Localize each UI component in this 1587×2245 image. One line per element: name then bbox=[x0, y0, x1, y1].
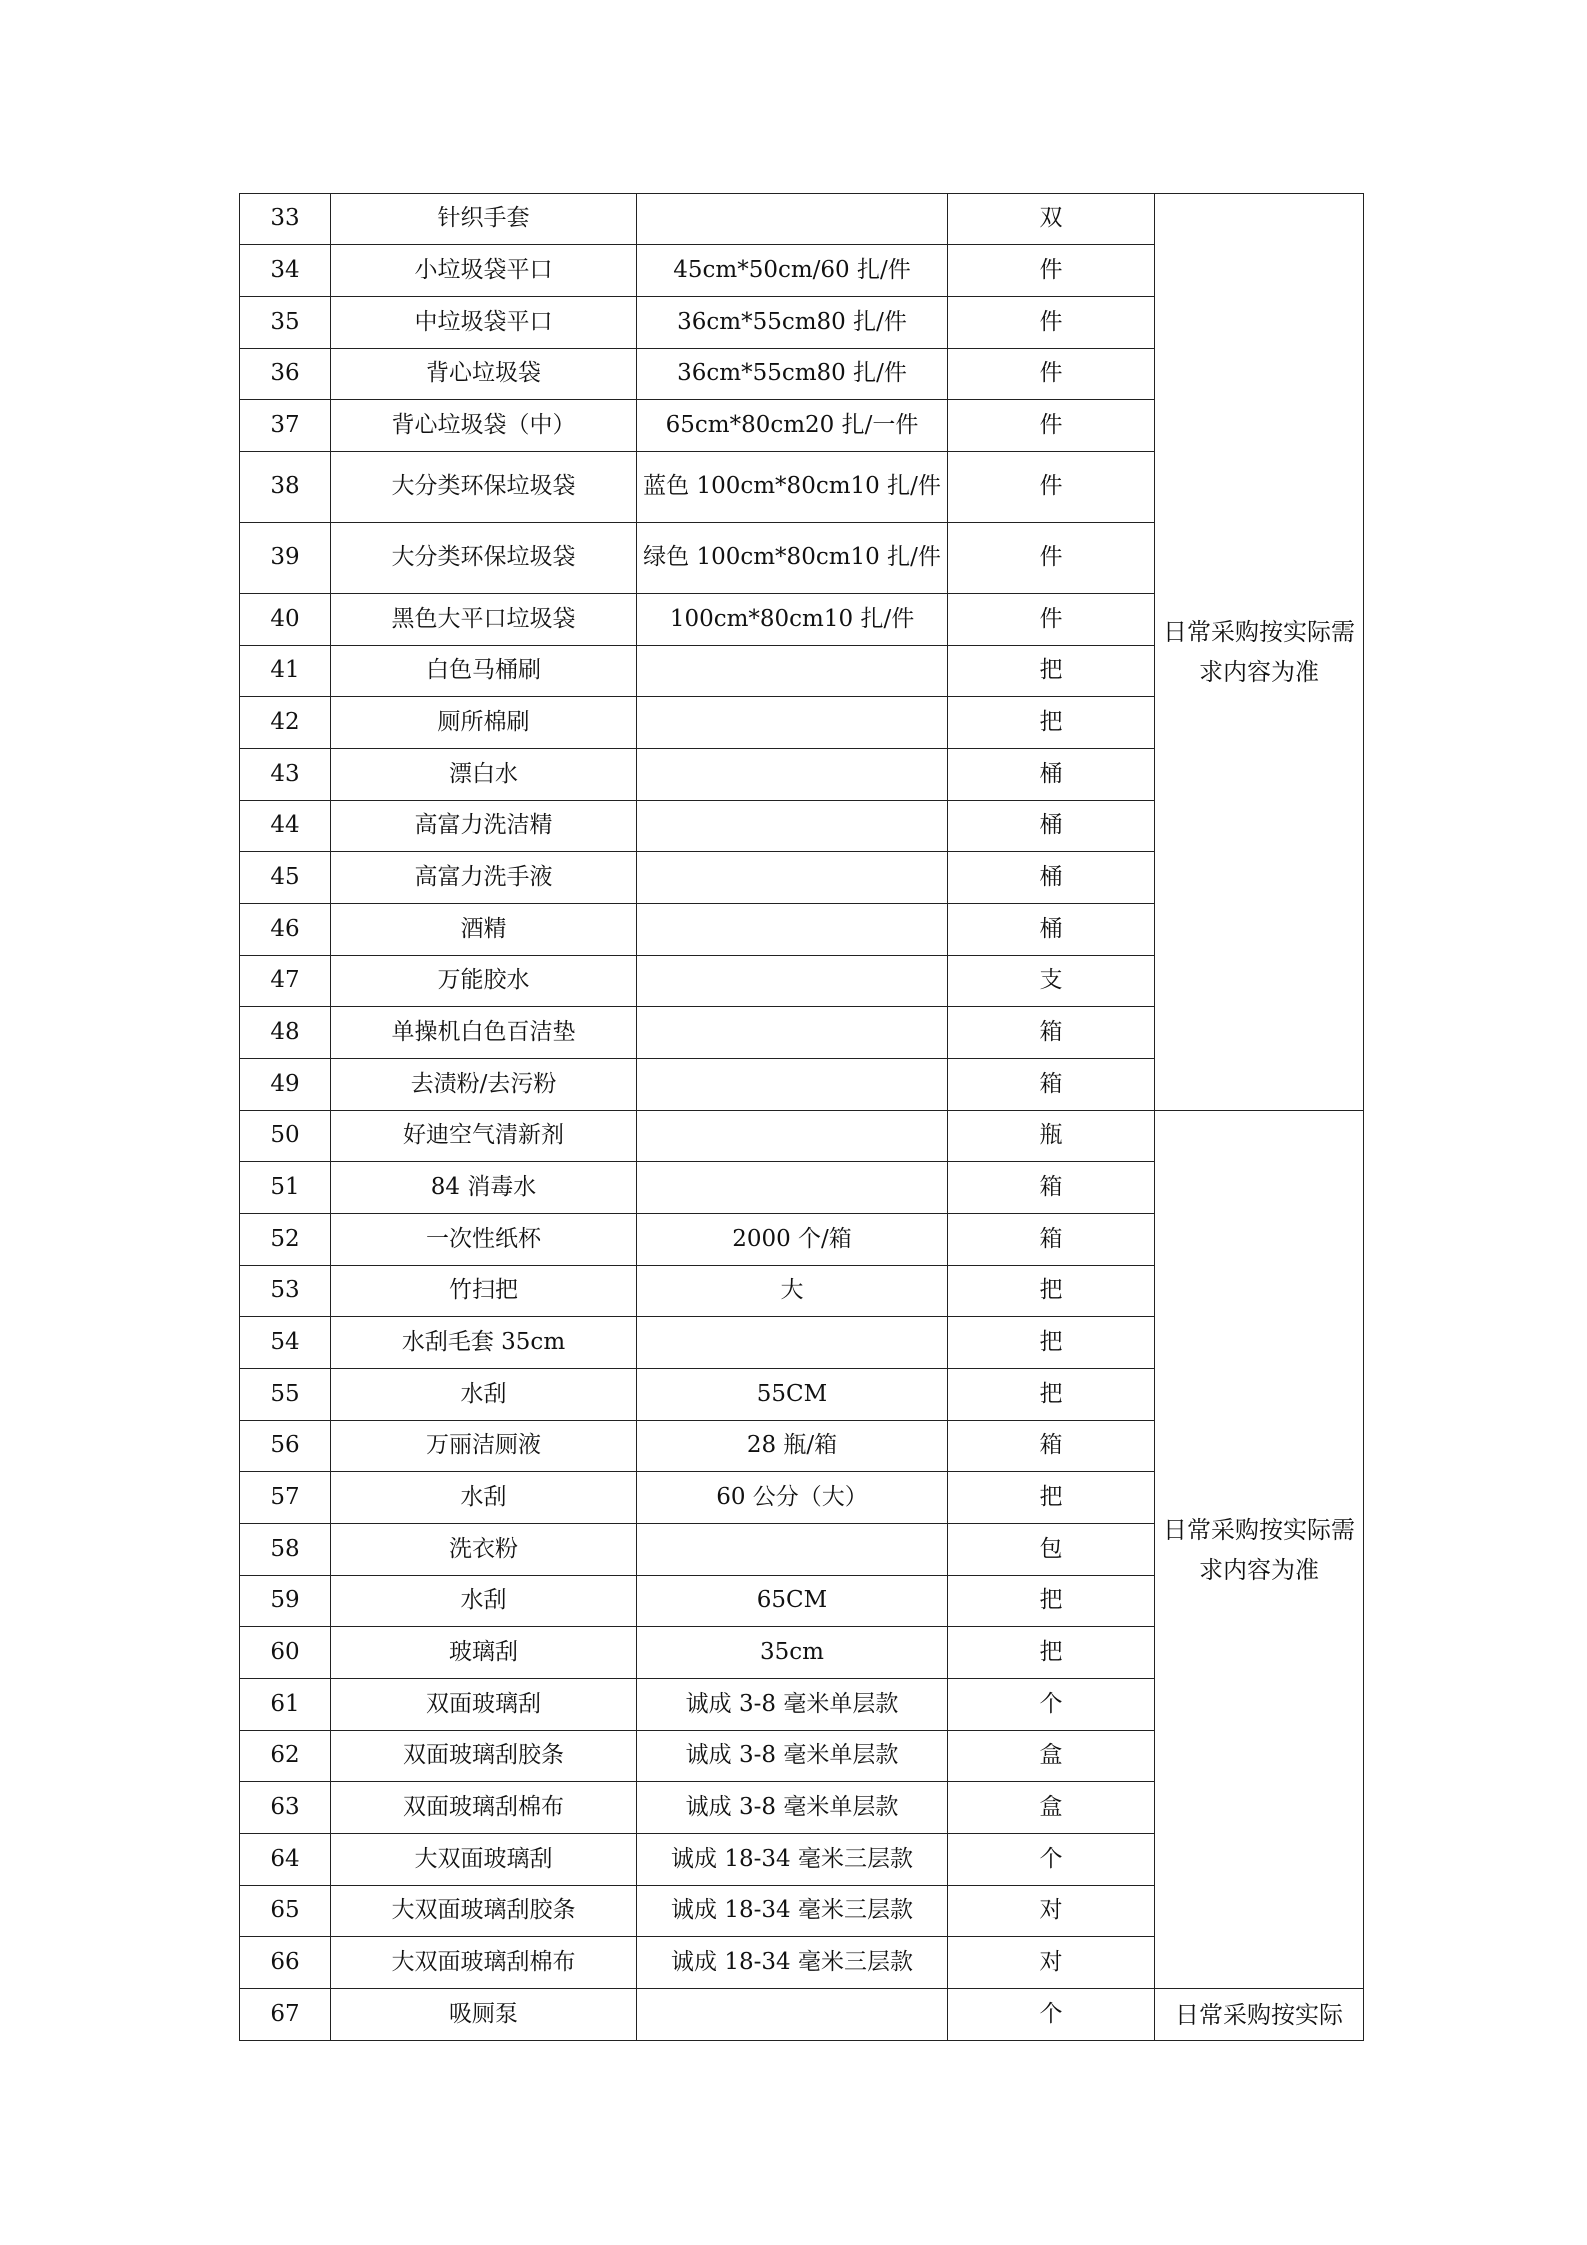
item-spec-cell bbox=[637, 749, 948, 801]
row-number-cell: 48 bbox=[240, 1007, 331, 1059]
row-number-cell: 38 bbox=[240, 452, 331, 523]
item-name-cell: 84 消毒水 bbox=[331, 1162, 637, 1214]
item-name-cell: 万能胶水 bbox=[331, 956, 637, 1007]
item-unit-cell: 支 bbox=[948, 956, 1155, 1007]
row-number-cell: 51 bbox=[240, 1162, 331, 1214]
item-spec-cell bbox=[637, 697, 948, 749]
row-number-cell: 67 bbox=[240, 1989, 331, 2041]
item-name-cell: 万丽洁厕液 bbox=[331, 1421, 637, 1472]
row-number-cell: 53 bbox=[240, 1266, 331, 1317]
item-unit-cell: 把 bbox=[948, 1472, 1155, 1524]
item-name-cell: 酒精 bbox=[331, 904, 637, 956]
row-number-cell: 36 bbox=[240, 349, 331, 400]
item-unit-cell: 个 bbox=[948, 1834, 1155, 1886]
row-number-cell: 66 bbox=[240, 1937, 331, 1989]
row-number-cell: 41 bbox=[240, 646, 331, 697]
row-number-cell: 34 bbox=[240, 245, 331, 297]
item-name-cell: 去渍粉/去污粉 bbox=[331, 1059, 637, 1111]
row-number-cell: 64 bbox=[240, 1834, 331, 1886]
item-spec-cell: 蓝色 100cm*80cm10 扎/件 bbox=[637, 452, 948, 523]
row-number-cell: 62 bbox=[240, 1731, 331, 1782]
item-name-cell: 吸厕泵 bbox=[331, 1989, 637, 2041]
item-unit-cell: 包 bbox=[948, 1524, 1155, 1576]
item-unit-cell: 箱 bbox=[948, 1421, 1155, 1472]
item-spec-cell: 36cm*55cm80 扎/件 bbox=[637, 349, 948, 400]
item-name-cell: 水刮 bbox=[331, 1576, 637, 1627]
item-unit-cell: 对 bbox=[948, 1886, 1155, 1937]
item-unit-cell: 盒 bbox=[948, 1731, 1155, 1782]
row-number-cell: 37 bbox=[240, 400, 331, 452]
item-name-cell: 针织手套 bbox=[331, 194, 637, 245]
item-spec-cell: 55CM bbox=[637, 1369, 948, 1421]
item-name-cell: 双面玻璃刮 bbox=[331, 1679, 637, 1731]
item-spec-cell bbox=[637, 1007, 948, 1059]
item-unit-cell: 盒 bbox=[948, 1782, 1155, 1834]
row-number-cell: 60 bbox=[240, 1627, 331, 1679]
table-row bbox=[240, 194, 1364, 245]
item-unit-cell: 件 bbox=[948, 452, 1155, 523]
item-spec-cell: 绿色 100cm*80cm10 扎/件 bbox=[637, 523, 948, 594]
item-name-cell: 好迪空气清新剂 bbox=[331, 1111, 637, 1162]
row-number-cell: 49 bbox=[240, 1059, 331, 1111]
item-name-cell: 大分类环保垃圾袋 bbox=[331, 452, 637, 523]
item-name-cell: 漂白水 bbox=[331, 749, 637, 801]
row-number-cell: 47 bbox=[240, 956, 331, 1007]
row-number-cell: 39 bbox=[240, 523, 331, 594]
item-spec-cell bbox=[637, 1317, 948, 1369]
row-number-cell: 44 bbox=[240, 801, 331, 852]
row-number-cell: 54 bbox=[240, 1317, 331, 1369]
row-number-cell: 40 bbox=[240, 594, 331, 646]
table-row bbox=[240, 1111, 1364, 1162]
item-name-cell: 大双面玻璃刮棉布 bbox=[331, 1937, 637, 1989]
row-number-cell: 52 bbox=[240, 1214, 331, 1266]
row-number-cell: 55 bbox=[240, 1369, 331, 1421]
row-number-cell: 50 bbox=[240, 1111, 331, 1162]
item-spec-cell: 诚成 18-34 毫米三层款 bbox=[637, 1834, 948, 1886]
row-number-cell: 33 bbox=[240, 194, 331, 245]
row-number-cell: 61 bbox=[240, 1679, 331, 1731]
item-name-cell: 高富力洗手液 bbox=[331, 852, 637, 904]
item-spec-cell bbox=[637, 1111, 948, 1162]
item-unit-cell: 件 bbox=[948, 297, 1155, 349]
item-name-cell: 大分类环保垃圾袋 bbox=[331, 523, 637, 594]
item-unit-cell: 桶 bbox=[948, 749, 1155, 801]
row-number-cell: 59 bbox=[240, 1576, 331, 1627]
item-spec-cell bbox=[637, 904, 948, 956]
item-name-cell: 厕所棉刷 bbox=[331, 697, 637, 749]
item-name-cell: 水刮毛套 35cm bbox=[331, 1317, 637, 1369]
item-unit-cell: 桶 bbox=[948, 904, 1155, 956]
item-unit-cell: 把 bbox=[948, 1266, 1155, 1317]
item-spec-cell: 诚成 3-8 毫米单层款 bbox=[637, 1782, 948, 1834]
item-name-cell: 玻璃刮 bbox=[331, 1627, 637, 1679]
item-name-cell: 双面玻璃刮棉布 bbox=[331, 1782, 637, 1834]
item-spec-cell bbox=[637, 1989, 948, 2041]
item-spec-cell: 28 瓶/箱 bbox=[637, 1421, 948, 1472]
item-name-cell: 小垃圾袋平口 bbox=[331, 245, 637, 297]
item-unit-cell: 把 bbox=[948, 1369, 1155, 1421]
item-spec-cell: 诚成 18-34 毫米三层款 bbox=[637, 1886, 948, 1937]
item-unit-cell: 个 bbox=[948, 1989, 1155, 2041]
procurement-table bbox=[239, 193, 1364, 2041]
item-spec-cell bbox=[637, 956, 948, 1007]
item-unit-cell: 箱 bbox=[948, 1059, 1155, 1111]
item-spec-cell: 35cm bbox=[637, 1627, 948, 1679]
row-number-cell: 58 bbox=[240, 1524, 331, 1576]
item-name-cell: 大双面玻璃刮 bbox=[331, 1834, 637, 1886]
item-name-cell: 大双面玻璃刮胶条 bbox=[331, 1886, 637, 1937]
item-unit-cell: 件 bbox=[948, 594, 1155, 646]
row-number-cell: 35 bbox=[240, 297, 331, 349]
item-unit-cell: 件 bbox=[948, 400, 1155, 452]
item-name-cell: 白色马桶刷 bbox=[331, 646, 637, 697]
item-unit-cell: 桶 bbox=[948, 801, 1155, 852]
item-name-cell: 洗衣粉 bbox=[331, 1524, 637, 1576]
item-spec-cell bbox=[637, 194, 948, 245]
item-unit-cell: 箱 bbox=[948, 1162, 1155, 1214]
item-unit-cell: 件 bbox=[948, 245, 1155, 297]
item-spec-cell: 45cm*50cm/60 扎/件 bbox=[637, 245, 948, 297]
item-unit-cell: 双 bbox=[948, 194, 1155, 245]
item-name-cell: 水刮 bbox=[331, 1472, 637, 1524]
item-spec-cell bbox=[637, 1162, 948, 1214]
item-spec-cell: 60 公分（大） bbox=[637, 1472, 948, 1524]
item-spec-cell: 36cm*55cm80 扎/件 bbox=[637, 297, 948, 349]
row-number-cell: 57 bbox=[240, 1472, 331, 1524]
item-unit-cell: 箱 bbox=[948, 1214, 1155, 1266]
item-spec-cell: 65cm*80cm20 扎/一件 bbox=[637, 400, 948, 452]
item-unit-cell: 件 bbox=[948, 349, 1155, 400]
row-number-cell: 65 bbox=[240, 1886, 331, 1937]
row-number-cell: 63 bbox=[240, 1782, 331, 1834]
item-unit-cell: 对 bbox=[948, 1937, 1155, 1989]
row-number-cell: 42 bbox=[240, 697, 331, 749]
row-number-cell: 45 bbox=[240, 852, 331, 904]
row-number-cell: 56 bbox=[240, 1421, 331, 1472]
item-spec-cell bbox=[637, 1059, 948, 1111]
row-number-cell: 46 bbox=[240, 904, 331, 956]
item-name-cell: 高富力洗洁精 bbox=[331, 801, 637, 852]
item-unit-cell: 把 bbox=[948, 1576, 1155, 1627]
item-unit-cell: 把 bbox=[948, 697, 1155, 749]
item-unit-cell: 瓶 bbox=[948, 1111, 1155, 1162]
item-spec-cell: 诚成 3-8 毫米单层款 bbox=[637, 1679, 948, 1731]
item-spec-cell: 2000 个/箱 bbox=[637, 1214, 948, 1266]
item-unit-cell: 桶 bbox=[948, 852, 1155, 904]
item-spec-cell: 大 bbox=[637, 1266, 948, 1317]
item-name-cell: 中垃圾袋平口 bbox=[331, 297, 637, 349]
item-name-cell: 水刮 bbox=[331, 1369, 637, 1421]
item-name-cell: 单操机白色百洁垫 bbox=[331, 1007, 637, 1059]
item-unit-cell: 把 bbox=[948, 1317, 1155, 1369]
item-name-cell: 背心垃圾袋（中） bbox=[331, 400, 637, 452]
item-name-cell: 双面玻璃刮胶条 bbox=[331, 1731, 637, 1782]
row-number-cell: 43 bbox=[240, 749, 331, 801]
item-unit-cell: 把 bbox=[948, 1627, 1155, 1679]
item-spec-cell: 100cm*80cm10 扎/件 bbox=[637, 594, 948, 646]
procurement-note-cell: 日常采购按实际 bbox=[1155, 1989, 1364, 2041]
item-name-cell: 一次性纸杯 bbox=[331, 1214, 637, 1266]
table-body bbox=[240, 194, 1364, 2041]
procurement-note-cell: 日常采购按实际需求内容为准 bbox=[1155, 1111, 1364, 1989]
item-spec-cell bbox=[637, 801, 948, 852]
item-name-cell: 背心垃圾袋 bbox=[331, 349, 637, 400]
item-name-cell: 黑色大平口垃圾袋 bbox=[331, 594, 637, 646]
item-unit-cell: 件 bbox=[948, 523, 1155, 594]
item-spec-cell: 诚成 3-8 毫米单层款 bbox=[637, 1731, 948, 1782]
item-unit-cell: 把 bbox=[948, 646, 1155, 697]
item-spec-cell bbox=[637, 646, 948, 697]
item-spec-cell: 诚成 18-34 毫米三层款 bbox=[637, 1937, 948, 1989]
procurement-note-cell: 日常采购按实际需求内容为准 bbox=[1155, 194, 1364, 1111]
table-row bbox=[240, 1989, 1364, 2041]
item-name-cell: 竹扫把 bbox=[331, 1266, 637, 1317]
item-unit-cell: 个 bbox=[948, 1679, 1155, 1731]
item-spec-cell bbox=[637, 852, 948, 904]
item-unit-cell: 箱 bbox=[948, 1007, 1155, 1059]
item-spec-cell bbox=[637, 1524, 948, 1576]
item-spec-cell: 65CM bbox=[637, 1576, 948, 1627]
